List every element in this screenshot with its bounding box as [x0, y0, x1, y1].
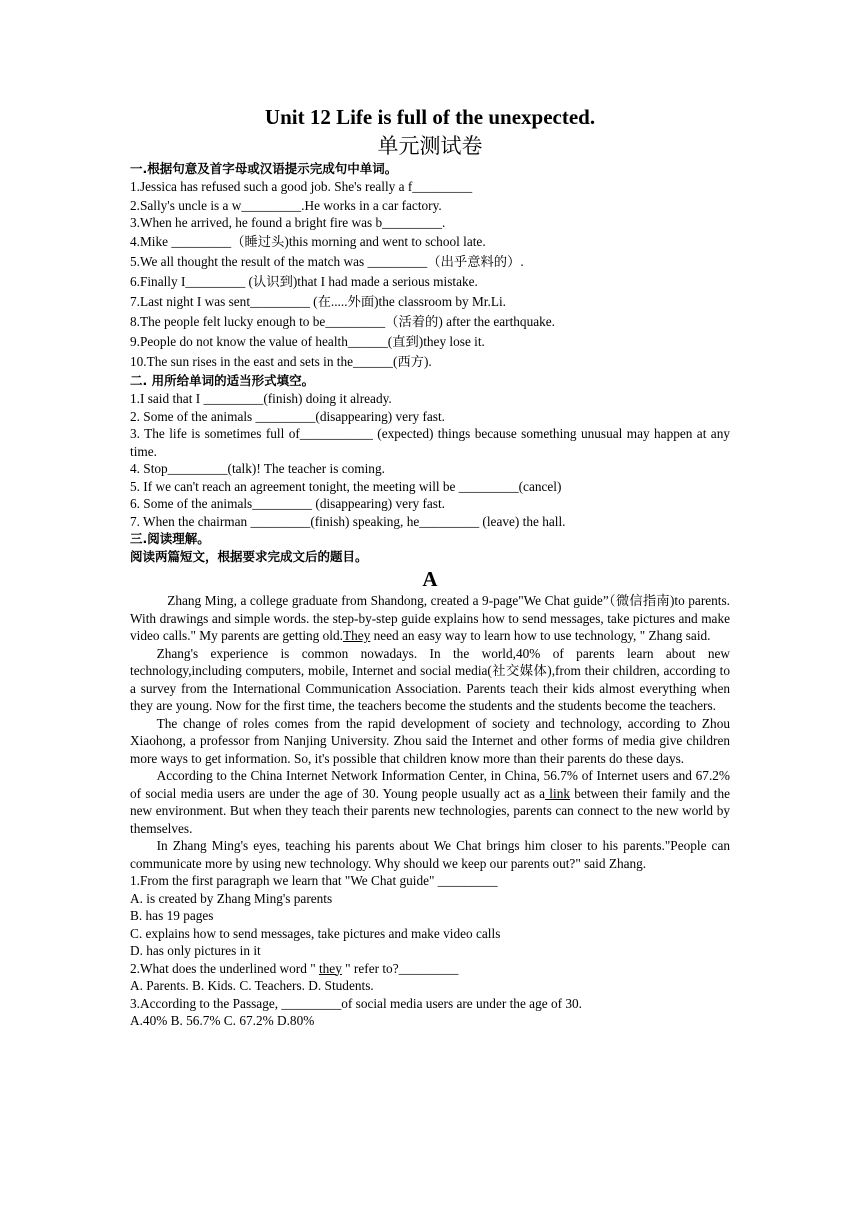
passage-paragraph-3: The change of roles comes from the rapid development of society and technology, according to Zhou Xiaohong, a professor from Nanjing University. Zhou said the Internet and other forms of media give children more ways to get information. So, it's possible that children know more than their parents do these days. [130, 715, 730, 766]
section1-item: 10.The sun rises in the east and sets in the______(西方). [130, 354, 432, 369]
passage-label: A [422, 567, 438, 591]
worksheet-page [130, 104, 730, 1030]
underlined-word-link: link [545, 785, 570, 801]
question-1-option: C. explains how to send messages, take pictures and make video calls [130, 925, 501, 941]
section1-heading: 一.根据句意及首字母或汉语提示完成句中单词。 [130, 161, 398, 176]
question-1: 1.From the first paragraph we learn that "We Chat guide" _________ [130, 873, 498, 888]
section2-heading: 二. 用所给单词的适当形式填空。 [130, 373, 315, 388]
section3-instruction: 阅读两篇短文，根据要求完成文后的题目。 [130, 549, 368, 564]
section2-item: 6. Some of the animals_________ (disappearing) very fast. [130, 496, 445, 511]
underlined-word-they: they [318, 960, 342, 976]
section1-item: 9.People do not know the value of health______(直到)they lose it. [130, 334, 485, 349]
section2-item: 5. If we can't reach an agreement tonight, the meeting will be _________(cancel) [130, 478, 562, 494]
section3-heading: 三.阅读理解。 [130, 531, 210, 546]
paragraph-text: need an easy way to learn how to use technology, " Zhang said. [370, 628, 711, 643]
section1-item: 3.When he arrived, he found a bright fire was b_________. [130, 215, 446, 230]
section1-item: 1.Jessica has refused such a good job. She's really a f_________ [130, 179, 473, 194]
paragraph-text: between their family and the new environment. But when they teach their parents new technologies, parents can connect to the new world by themselves. [130, 785, 731, 836]
section1-item: 4.Mike _________（睡过头)this morning and went to school late. [130, 233, 486, 249]
question-1-option: D. has only pictures in it [130, 943, 261, 958]
section2-item: 7. When the chairman _________(finish) speaking, he_________ (leave) the hall. [130, 513, 566, 529]
paragraph-text: Zhang Ming, a college graduate from Shandong, created a 9-page"We Chat guide”（微信指南)to parents. With drawings and simple words. the step-by-step guide explains how to send messages, take pictures and make video calls." My parents are getting old. [130, 593, 730, 643]
question-text: 2.What does the underlined word " [130, 960, 319, 976]
question-2-options: A. Parents. B. Kids. C. Teachers. D. Students. [130, 978, 374, 993]
section1-item: 7.Last night I was sent_________ (在.....外面)the classroom by Mr.Li. [130, 294, 506, 309]
section2-item: 1.I said that I _________(finish) doing it already. [130, 391, 392, 406]
question-1-option: B. has 19 pages [130, 908, 214, 923]
passage-paragraph-1 [130, 592, 730, 645]
passage-paragraph-2: Zhang's experience is common nowadays. In the world,40% of parents learn about new technology,including computers, mobile, Internet and social media(社交媒体),from their children, according to a survey from the International Communication Association. Parents teach their kids almost everything when they are young. Now for the first time, the teachers become the students and the students become the teachers. [130, 645, 730, 713]
section2-item: 2. Some of the animals _________(disappearing) very fast. [130, 408, 445, 424]
underlined-word-they: They [342, 628, 371, 643]
section2-item: 3. The life is sometimes full of___________ (expected) things because something unusual may happen at any time. [130, 426, 730, 459]
question-2 [130, 960, 730, 978]
paragraph-text: According to the China Internet Network Information Center, in China, 56.7% of Internet users and 67.2% of social media users are under the age of 30. Young people usually act as a [130, 768, 730, 801]
section1-item: 2.Sally's uncle is a w_________.He works in a car factory. [130, 197, 442, 213]
passage-paragraph-4 [130, 767, 730, 837]
question-3: 3.According to the Passage, _________of social media users are under the age of 30. [130, 995, 582, 1011]
section2-item: 4. Stop_________(talk)! The teacher is coming. [130, 461, 385, 476]
section1-item: 8.The people felt lucky enough to be_________（活着的) after the earthquake. [130, 314, 556, 329]
section1-item: 6.Finally I_________ (认识到)that I had made a serious mistake. [130, 274, 478, 289]
passage-paragraph-5: In Zhang Ming's eyes, teaching his parents about We Chat brings him closer to his parents."People can communicate more by using new technology. Why should we keep our parents out?" said Zhang. [130, 838, 730, 871]
worksheet-title: Unit 12 Life is full of the unexpected. [264, 105, 596, 129]
section1-item: 5.We all thought the result of the match was _________（出乎意料的）. [130, 254, 524, 269]
question-3-options: A.40% B. 56.7% C. 67.2% D.80% [130, 1013, 315, 1028]
worksheet-subtitle: 单元测试卷 [377, 134, 483, 158]
question-text: " refer to?_________ [341, 960, 459, 976]
question-1-option: A. is created by Zhang Ming's parents [130, 890, 333, 906]
